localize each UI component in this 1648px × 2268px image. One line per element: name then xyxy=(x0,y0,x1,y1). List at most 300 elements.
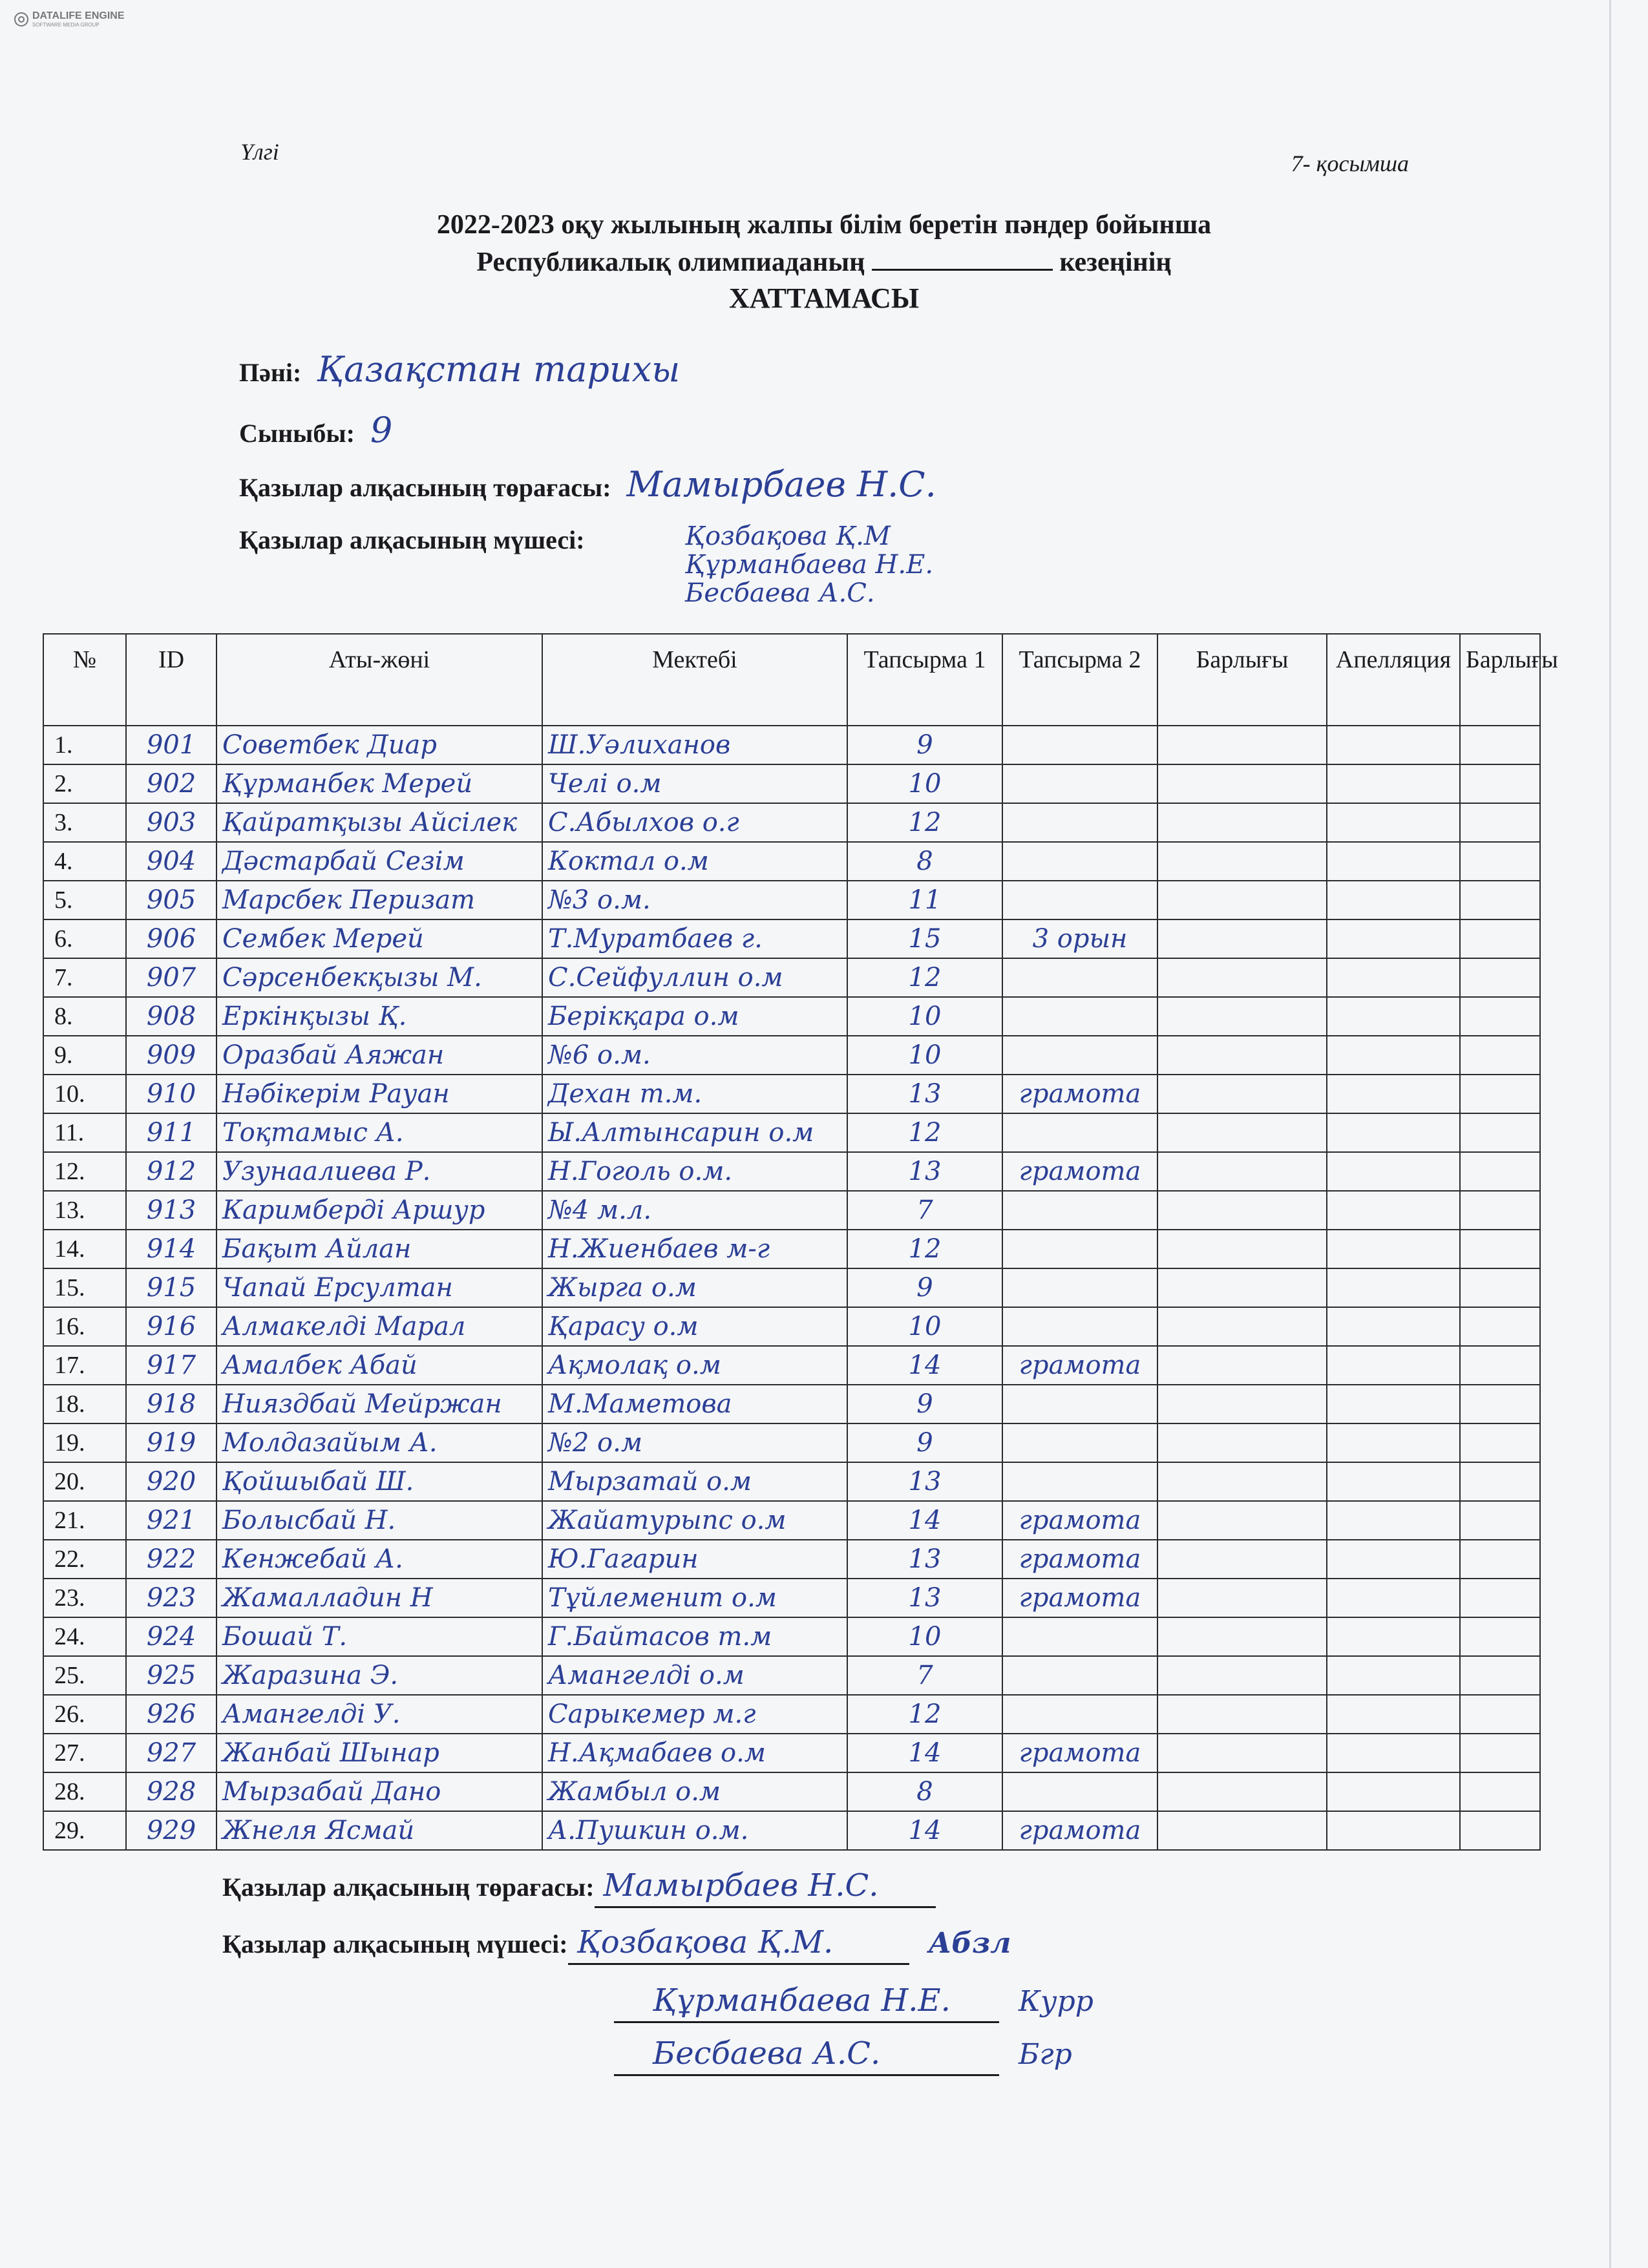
row-task1: 9 xyxy=(847,1423,1002,1462)
row-appeal xyxy=(1327,881,1460,919)
row-final-total xyxy=(1460,958,1540,997)
row-task2: грамота xyxy=(1002,1075,1157,1113)
row-task1: 8 xyxy=(847,842,1002,881)
row-task2: грамота xyxy=(1002,1501,1157,1540)
row-task1: 12 xyxy=(847,1113,1002,1152)
row-name: Мырзабай Дано xyxy=(217,1772,542,1811)
row-task2 xyxy=(1002,1036,1157,1075)
table-row xyxy=(43,1385,1540,1423)
row-id: 925 xyxy=(126,1656,217,1695)
row-school: №3 о.м. xyxy=(542,881,847,919)
row-final-total xyxy=(1460,1540,1540,1579)
row-final-total xyxy=(1460,1230,1540,1268)
row-task1: 9 xyxy=(847,1385,1002,1423)
subject-value: Қазақстан тарихы xyxy=(317,349,681,390)
row-name: Чапай Ерсултан xyxy=(217,1268,542,1307)
row-task2 xyxy=(1002,1423,1157,1462)
row-task2: грамота xyxy=(1002,1579,1157,1617)
row-total xyxy=(1157,1734,1327,1772)
row-number: 24. xyxy=(43,1617,126,1656)
table-row xyxy=(43,1307,1540,1346)
row-name: Алмакелді Марал xyxy=(217,1307,542,1346)
table-row xyxy=(43,1540,1540,1579)
row-total xyxy=(1157,1075,1327,1113)
row-task1: 12 xyxy=(847,958,1002,997)
table-row xyxy=(43,1346,1540,1385)
row-id: 906 xyxy=(126,919,217,958)
row-appeal xyxy=(1327,1191,1460,1230)
watermark-logo-icon xyxy=(14,12,28,26)
grade-value: 9 xyxy=(370,410,393,450)
row-appeal xyxy=(1327,997,1460,1036)
row-school: Жайатурыпс о.м xyxy=(542,1501,847,1540)
row-total xyxy=(1157,1462,1327,1501)
row-total xyxy=(1157,1152,1327,1191)
row-task1: 10 xyxy=(847,997,1002,1036)
row-task2 xyxy=(1002,1113,1157,1152)
chair-field xyxy=(239,464,936,505)
row-appeal xyxy=(1327,1772,1460,1811)
table-row xyxy=(43,1268,1540,1307)
title-line-3: ХАТТАМАСЫ xyxy=(728,282,920,314)
row-final-total xyxy=(1460,1152,1540,1191)
row-number: 29. xyxy=(43,1811,126,1850)
row-task1: 13 xyxy=(847,1579,1002,1617)
row-id: 907 xyxy=(126,958,217,997)
row-appeal xyxy=(1327,1540,1460,1579)
row-name: Сембек Мерей xyxy=(217,919,542,958)
row-task1: 11 xyxy=(847,881,1002,919)
row-school: Мырзатай о.м xyxy=(542,1462,847,1501)
row-total xyxy=(1157,1811,1327,1850)
row-number: 9. xyxy=(43,1036,126,1075)
row-name: Амангелді У. xyxy=(217,1695,542,1734)
row-appeal xyxy=(1327,1579,1460,1617)
row-number: 23. xyxy=(43,1579,126,1617)
row-appeal xyxy=(1327,1462,1460,1501)
row-name: Жамалладин Н xyxy=(217,1579,542,1617)
row-name: Нәбікерім Рауан xyxy=(217,1075,542,1113)
row-name: Амалбек Абай xyxy=(217,1346,542,1385)
row-total xyxy=(1157,1501,1327,1540)
col-header-task2: Тапсырма 2 xyxy=(1002,634,1157,726)
row-appeal xyxy=(1327,1734,1460,1772)
row-appeal xyxy=(1327,1617,1460,1656)
row-name: Каримбердi Аршур xyxy=(217,1191,542,1230)
row-task2 xyxy=(1002,1772,1157,1811)
col-header-total: Барлығы xyxy=(1157,634,1327,726)
watermark xyxy=(14,10,125,28)
row-appeal xyxy=(1327,1307,1460,1346)
row-id: 928 xyxy=(126,1772,217,1811)
row-total xyxy=(1157,764,1327,803)
row-final-total xyxy=(1460,1656,1540,1695)
row-task1: 9 xyxy=(847,1268,1002,1307)
row-final-total xyxy=(1460,881,1540,919)
row-number: 17. xyxy=(43,1346,126,1385)
row-name: Болысбай Н. xyxy=(217,1501,542,1540)
row-school: Т.Муратбаев г. xyxy=(542,919,847,958)
row-school: Ш.Уәлиханов xyxy=(542,726,847,764)
row-task2 xyxy=(1002,1385,1157,1423)
footer-chair-field xyxy=(222,1867,936,1908)
row-final-total xyxy=(1460,1579,1540,1617)
subject-label: Пәні: xyxy=(239,358,302,387)
row-task2: грамота xyxy=(1002,1152,1157,1191)
row-final-total xyxy=(1460,803,1540,842)
row-id: 909 xyxy=(126,1036,217,1075)
row-task1: 14 xyxy=(847,1346,1002,1385)
subject-field xyxy=(239,349,680,390)
row-appeal xyxy=(1327,1268,1460,1307)
footer-member-value: Құрманбаева Н.Е. xyxy=(614,1982,999,2023)
row-total xyxy=(1157,881,1327,919)
row-total xyxy=(1157,1307,1327,1346)
row-school: Ю.Гагарин xyxy=(542,1540,847,1579)
row-id: 929 xyxy=(126,1811,217,1850)
row-final-total xyxy=(1460,919,1540,958)
row-final-total xyxy=(1460,1191,1540,1230)
table-row xyxy=(43,1734,1540,1772)
row-id: 911 xyxy=(126,1113,217,1152)
row-number: 6. xyxy=(43,919,126,958)
row-task1: 10 xyxy=(847,1307,1002,1346)
col-header-school: Мектебі xyxy=(542,634,847,726)
row-task2 xyxy=(1002,997,1157,1036)
row-task1: 14 xyxy=(847,1734,1002,1772)
row-id: 919 xyxy=(126,1423,217,1462)
row-number: 20. xyxy=(43,1462,126,1501)
row-appeal xyxy=(1327,1230,1460,1268)
table-row xyxy=(43,1656,1540,1695)
row-appeal xyxy=(1327,1346,1460,1385)
table-row xyxy=(43,1191,1540,1230)
table-row xyxy=(43,1462,1540,1501)
row-number: 10. xyxy=(43,1075,126,1113)
row-school: Ақмолақ о.м xyxy=(542,1346,847,1385)
footer-chair-label: Қазылар алқасының төрағасы: xyxy=(222,1873,595,1902)
title-line-2: Республикалық олимпиаданың кезеңінің xyxy=(0,243,1648,280)
row-task2 xyxy=(1002,1462,1157,1501)
table-row xyxy=(43,1036,1540,1075)
row-name: Оразбай Аяжан xyxy=(217,1036,542,1075)
row-final-total xyxy=(1460,1734,1540,1772)
row-school: С.Сейфуллин о.м xyxy=(542,958,847,997)
col-header-final-total: Барлығы xyxy=(1460,634,1540,726)
row-task2 xyxy=(1002,726,1157,764)
row-final-total xyxy=(1460,1617,1540,1656)
row-name: Еркінқызы Қ. xyxy=(217,997,542,1036)
row-appeal xyxy=(1327,1075,1460,1113)
row-appeal xyxy=(1327,1113,1460,1152)
row-number: 25. xyxy=(43,1656,126,1695)
row-total xyxy=(1157,1617,1327,1656)
row-name: Жнеля Ясмай xyxy=(217,1811,542,1850)
row-task2 xyxy=(1002,1695,1157,1734)
row-appeal xyxy=(1327,803,1460,842)
member-name: Қозбақова Қ.М xyxy=(685,521,891,551)
row-final-total xyxy=(1460,1268,1540,1307)
row-task1: 14 xyxy=(847,1501,1002,1540)
row-id: 921 xyxy=(126,1501,217,1540)
row-final-total xyxy=(1460,1036,1540,1075)
row-number: 28. xyxy=(43,1772,126,1811)
row-task1: 12 xyxy=(847,1695,1002,1734)
row-school: №6 о.м. xyxy=(542,1036,847,1075)
row-appeal xyxy=(1327,1811,1460,1850)
row-number: 26. xyxy=(43,1695,126,1734)
row-name: Қайратқызы Айсілек xyxy=(217,803,542,842)
row-appeal xyxy=(1327,1036,1460,1075)
row-id: 926 xyxy=(126,1695,217,1734)
row-final-total xyxy=(1460,1501,1540,1540)
row-final-total xyxy=(1460,842,1540,881)
row-total xyxy=(1157,1385,1327,1423)
row-id: 927 xyxy=(126,1734,217,1772)
row-total xyxy=(1157,803,1327,842)
chair-value: Мамырбаев Н.С. xyxy=(626,464,936,505)
row-appeal xyxy=(1327,919,1460,958)
watermark-brand: DATALIFE ENGINE xyxy=(32,10,125,21)
row-id: 924 xyxy=(126,1617,217,1656)
row-number: 13. xyxy=(43,1191,126,1230)
row-final-total xyxy=(1460,1346,1540,1385)
row-id: 902 xyxy=(126,764,217,803)
col-header-number: № xyxy=(43,634,126,726)
row-final-total xyxy=(1460,1075,1540,1113)
row-school: Қарасу о.м xyxy=(542,1307,847,1346)
row-school: Дехан т.м. xyxy=(542,1075,847,1113)
row-final-total xyxy=(1460,1307,1540,1346)
row-number: 19. xyxy=(43,1423,126,1462)
row-number: 16. xyxy=(43,1307,126,1346)
row-name: Жанбай Шынар xyxy=(217,1734,542,1772)
row-task1: 10 xyxy=(847,1036,1002,1075)
row-id: 920 xyxy=(126,1462,217,1501)
col-header-appeal: Апелляция xyxy=(1327,634,1460,726)
row-task1: 7 xyxy=(847,1191,1002,1230)
row-school: Коктал о.м xyxy=(542,842,847,881)
row-school: Тұйлеменит о.м xyxy=(542,1579,847,1617)
row-id: 908 xyxy=(126,997,217,1036)
row-final-total xyxy=(1460,997,1540,1036)
footer-member-value: Қозбақова Қ.М. xyxy=(568,1924,909,1965)
table-row xyxy=(43,1579,1540,1617)
row-task1: 8 xyxy=(847,1772,1002,1811)
row-total xyxy=(1157,1772,1327,1811)
row-appeal xyxy=(1327,1501,1460,1540)
row-school: Жамбыл о.м xyxy=(542,1772,847,1811)
row-number: 5. xyxy=(43,881,126,919)
row-appeal xyxy=(1327,726,1460,764)
table-row xyxy=(43,1501,1540,1540)
row-total xyxy=(1157,1113,1327,1152)
row-task1: 13 xyxy=(847,1075,1002,1113)
footer-member-label: Қазылар алқасының мүшесі: xyxy=(222,1929,568,1958)
row-task2: 3 орын xyxy=(1002,919,1157,958)
row-final-total xyxy=(1460,1113,1540,1152)
row-id: 914 xyxy=(126,1230,217,1268)
stage-blank xyxy=(872,243,1053,271)
row-task2: грамота xyxy=(1002,1540,1157,1579)
row-number: 1. xyxy=(43,726,126,764)
row-final-total xyxy=(1460,726,1540,764)
table-row xyxy=(43,726,1540,764)
signature: Курр xyxy=(1019,1985,1093,2018)
row-name: Қойшыбай Ш. xyxy=(217,1462,542,1501)
row-school: Амангелді о.м xyxy=(542,1656,847,1695)
row-appeal xyxy=(1327,1695,1460,1734)
row-school: Н.Жиенбаев м-г xyxy=(542,1230,847,1268)
row-total xyxy=(1157,1695,1327,1734)
row-task2: грамота xyxy=(1002,1811,1157,1850)
row-id: 923 xyxy=(126,1579,217,1617)
row-id: 912 xyxy=(126,1152,217,1191)
row-task1: 10 xyxy=(847,1617,1002,1656)
member-name: Құрманбаева Н.Е. xyxy=(685,550,934,580)
row-total xyxy=(1157,1268,1327,1307)
row-school: Берікқара о.м xyxy=(542,997,847,1036)
row-task2 xyxy=(1002,1656,1157,1695)
row-id: 905 xyxy=(126,881,217,919)
row-total xyxy=(1157,842,1327,881)
row-task2 xyxy=(1002,1230,1157,1268)
row-final-total xyxy=(1460,1695,1540,1734)
row-name: Дәстарбай Сезім xyxy=(217,842,542,881)
row-school: №2 о.м xyxy=(542,1423,847,1462)
row-appeal xyxy=(1327,1152,1460,1191)
row-total xyxy=(1157,1423,1327,1462)
row-task2 xyxy=(1002,958,1157,997)
row-name: Сәрсенбекқызы М. xyxy=(217,958,542,997)
row-name: Молдазайым А. xyxy=(217,1423,542,1462)
row-id: 917 xyxy=(126,1346,217,1385)
grade-label: Сыныбы: xyxy=(239,419,355,448)
document-title xyxy=(0,207,1648,317)
row-school: М.Маметова xyxy=(542,1385,847,1423)
row-school: С.Абылхов о.г xyxy=(542,803,847,842)
table-row xyxy=(43,1423,1540,1462)
footer-member-value: Бесбаева А.С. xyxy=(614,2035,999,2076)
row-id: 916 xyxy=(126,1307,217,1346)
row-task1: 13 xyxy=(847,1540,1002,1579)
row-appeal xyxy=(1327,1656,1460,1695)
table-header-row xyxy=(43,634,1540,726)
table-row xyxy=(43,1113,1540,1152)
footer-member-field xyxy=(222,1924,1011,1965)
row-appeal xyxy=(1327,764,1460,803)
row-task2 xyxy=(1002,1617,1157,1656)
row-total xyxy=(1157,1230,1327,1268)
row-name: Узунаалиева Р. xyxy=(217,1152,542,1191)
row-appeal xyxy=(1327,1385,1460,1423)
row-total xyxy=(1157,1656,1327,1695)
row-id: 915 xyxy=(126,1268,217,1307)
row-task2 xyxy=(1002,881,1157,919)
row-final-total xyxy=(1460,1462,1540,1501)
row-task1: 7 xyxy=(847,1656,1002,1695)
table-row xyxy=(43,803,1540,842)
row-number: 8. xyxy=(43,997,126,1036)
table-row xyxy=(43,1811,1540,1850)
row-appeal xyxy=(1327,1423,1460,1462)
row-number: 14. xyxy=(43,1230,126,1268)
row-final-total xyxy=(1460,1811,1540,1850)
table-row xyxy=(43,764,1540,803)
row-total xyxy=(1157,1540,1327,1579)
row-school: Жырга о.м xyxy=(542,1268,847,1307)
table-row xyxy=(43,1695,1540,1734)
row-final-total xyxy=(1460,1423,1540,1462)
row-task1: 15 xyxy=(847,919,1002,958)
row-task1: 13 xyxy=(847,1462,1002,1501)
row-name: Кенжебай А. xyxy=(217,1540,542,1579)
table-row xyxy=(43,1152,1540,1191)
row-id: 918 xyxy=(126,1385,217,1423)
row-number: 2. xyxy=(43,764,126,803)
row-name: Тоқтамыс А. xyxy=(217,1113,542,1152)
row-total xyxy=(1157,958,1327,997)
row-task2 xyxy=(1002,1191,1157,1230)
row-final-total xyxy=(1460,1385,1540,1423)
row-school: Ы.Алтынсарин о.м xyxy=(542,1113,847,1152)
row-task1: 12 xyxy=(847,803,1002,842)
row-school: №4 м.л. xyxy=(542,1191,847,1230)
grade-field xyxy=(239,410,392,450)
row-school: Сарыкемер м.г xyxy=(542,1695,847,1734)
results-table xyxy=(43,633,1558,1851)
row-school: Челі о.м xyxy=(542,764,847,803)
row-name: Жаразина Э. xyxy=(217,1656,542,1695)
col-header-name: Аты-жөні xyxy=(217,634,542,726)
table-row xyxy=(43,997,1540,1036)
table-row xyxy=(43,1075,1540,1113)
signature: Абзл xyxy=(928,1927,1011,1960)
footer-member-line xyxy=(614,1982,1093,2023)
row-id: 910 xyxy=(126,1075,217,1113)
row-name: Бошай Т. xyxy=(217,1617,542,1656)
row-task2 xyxy=(1002,1268,1157,1307)
row-task2 xyxy=(1002,842,1157,881)
signature: Бгр xyxy=(1019,2038,1072,2071)
row-number: 27. xyxy=(43,1734,126,1772)
table-row xyxy=(43,1230,1540,1268)
row-total xyxy=(1157,997,1327,1036)
row-name: Марсбек Перизат xyxy=(217,881,542,919)
watermark-sub: SOFTWARE MEDIA GROUP xyxy=(32,22,100,28)
row-number: 4. xyxy=(43,842,126,881)
row-id: 904 xyxy=(126,842,217,881)
row-task1: 13 xyxy=(847,1152,1002,1191)
table-row xyxy=(43,1617,1540,1656)
table-body xyxy=(43,726,1540,1850)
table-row xyxy=(43,842,1540,881)
title-line-1: 2022-2023 оқу жылының жалпы білім беретін пәндер бойынша xyxy=(436,210,1212,240)
row-number: 12. xyxy=(43,1152,126,1191)
row-school: Н.Гоголь о.м. xyxy=(542,1152,847,1191)
member-field xyxy=(239,525,585,555)
row-number: 3. xyxy=(43,803,126,842)
footer-chair-value: Мамырбаев Н.С. xyxy=(595,1867,936,1908)
row-id: 913 xyxy=(126,1191,217,1230)
table-row xyxy=(43,881,1540,919)
row-task2: грамота xyxy=(1002,1734,1157,1772)
row-task2: грамота xyxy=(1002,1346,1157,1385)
row-final-total xyxy=(1460,1772,1540,1811)
row-number: 11. xyxy=(43,1113,126,1152)
row-school: А.Пушкин о.м. xyxy=(542,1811,847,1850)
row-number: 22. xyxy=(43,1540,126,1579)
